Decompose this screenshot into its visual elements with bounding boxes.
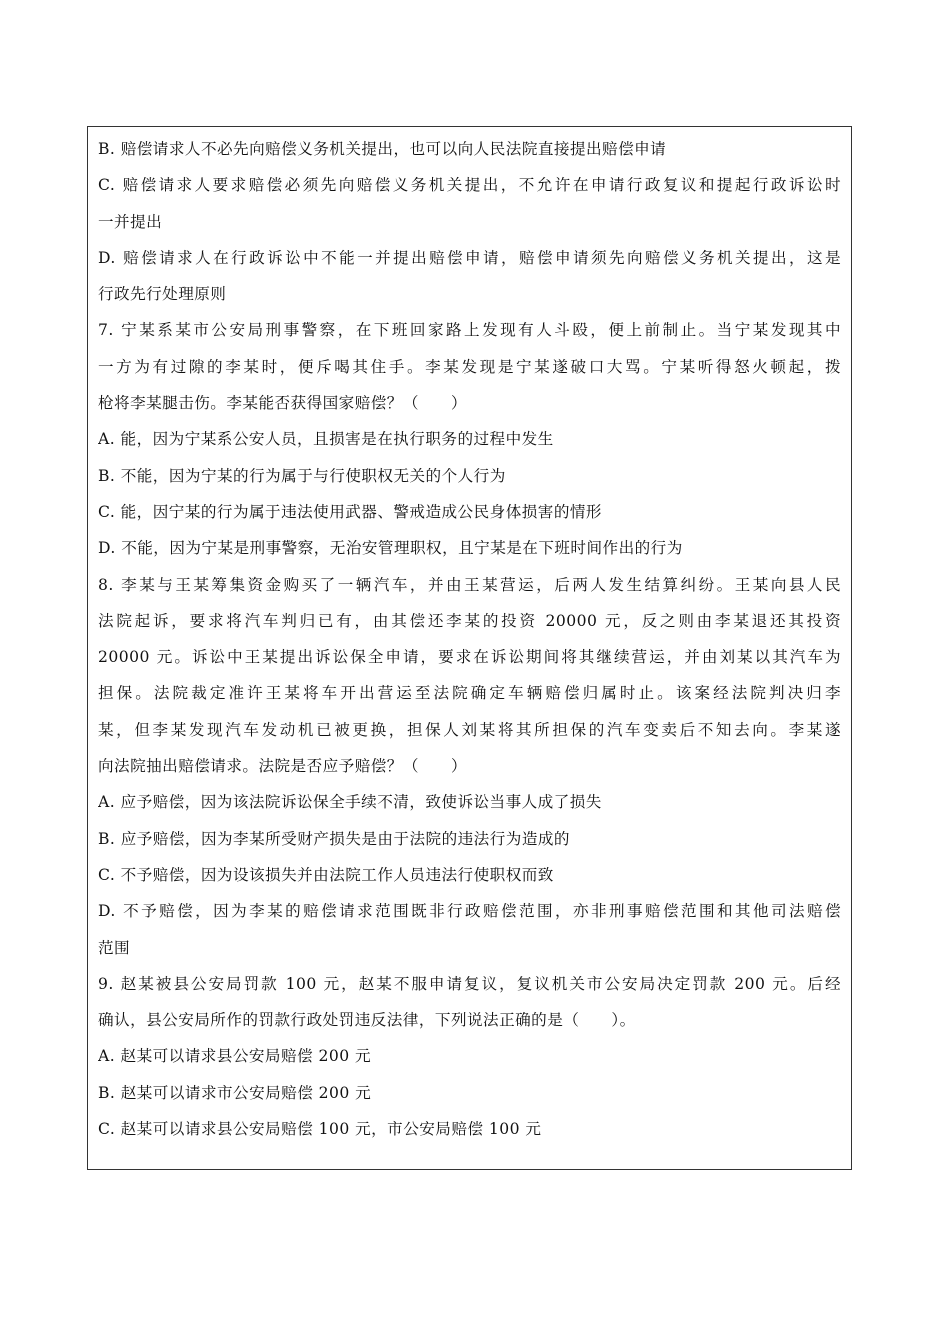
text-line: B. 应予赔偿，因为李某所受财产损失是由于法院的违法行为造成的 <box>98 829 570 848</box>
text-line: 确认，县公安局所作的罚款行政处罚违反法律，下列说法正确的是（ ）。 <box>98 1011 636 1030</box>
text-line: A. 赵某可以请求县公安局赔偿 200 元 <box>98 1047 372 1066</box>
text-line: 9. 赵某被县公安局罚款 100 元，赵某不服申请复议，复议机关市公安局决定罚款 200 元。后经 <box>98 974 841 993</box>
text-line: B. 赵某可以请求市公安局赔偿 200 元 <box>98 1083 372 1102</box>
text-line: 某，但李某发现汽车发动机已被更换，担保人刘某将其所担保的汽车变卖后不知去向。李某遂 <box>98 720 841 739</box>
text-line: C. 赔偿请求人要求赔偿必须先向赔偿义务机关提出，不允许在申请行政复议和提起行政诉讼时 <box>98 176 841 195</box>
text-line: C. 不予赔偿，因为设该损失并由法院工作人员违法行使职权而致 <box>98 865 554 884</box>
text-line: 法院起诉，要求将汽车判归已有，由其偿还李某的投资 20000 元，反之则由李某退还其投资 <box>98 611 841 630</box>
question-text-block <box>98 131 841 1147</box>
question-frame <box>87 126 852 1170</box>
text-line: 行政先行处理原则 <box>98 285 227 304</box>
text-line: 担保。法院裁定准许王某将车开出营运至法院确定车辆赔偿归属时止。该案经法院判决归李 <box>98 684 841 703</box>
text-line: A. 能，因为宁某系公安人员，且损害是在执行职务的过程中发生 <box>98 430 554 449</box>
text-line: 7. 宁某系某市公安局刑事警察，在下班回家路上发现有人斗殴，便上前制止。当宁某发现其中 <box>98 321 841 340</box>
text-line: 向法院抽出赔偿请求。法院是否应予赔偿？（ ） <box>98 757 468 776</box>
text-line: 枪将李某腿击伤。李某能否获得国家赔偿？（ ） <box>98 394 468 413</box>
text-line: C. 能，因宁某的行为属于违法使用武器、警戒造成公民身体损害的情形 <box>98 502 602 521</box>
text-line: 一并提出 <box>98 212 163 231</box>
text-line: D. 赔偿请求人在行政诉讼中不能一并提出赔偿申请，赔偿申请须先向赔偿义务机关提出，这是 <box>98 248 841 267</box>
text-line: 20000 元。诉讼中王某提出诉讼保全申请，要求在诉讼期间将其继续营运，并由刘某以其汽车为 <box>98 648 841 667</box>
text-line: C. 赵某可以请求县公安局赔偿 100 元，市公安局赔偿 100 元 <box>98 1120 542 1139</box>
text-line: A. 应予赔偿，因为该法院诉讼保全手续不清，致使诉讼当事人成了损失 <box>98 793 602 812</box>
text-line: 一方为有过隙的李某时，便斥喝其住手。李某发现是宁某遂破口大骂。宁某听得怒火顿起，拨 <box>98 357 841 376</box>
text-line: 范围 <box>98 938 131 957</box>
text-line: B. 不能，因为宁某的行为属于与行使职权无关的个人行为 <box>98 466 506 485</box>
text-line: 8. 李某与王某筹集资金购买了一辆汽车，并由王某营运，后两人发生结算纠纷。王某向县人民 <box>98 575 841 594</box>
text-line: B. 赔偿请求人不必先向赔偿义务机关提出，也可以向人民法院直接提出赔偿申请 <box>98 140 667 158</box>
text-line: D. 不予赔偿，因为李某的赔偿请求范围既非行政赔偿范围，亦非刑事赔偿范围和其他司法赔偿 <box>98 902 841 921</box>
text-line: D. 不能，因为宁某是刑事警察，无治安管理职权，且宁某是在下班时间作出的行为 <box>98 539 683 558</box>
